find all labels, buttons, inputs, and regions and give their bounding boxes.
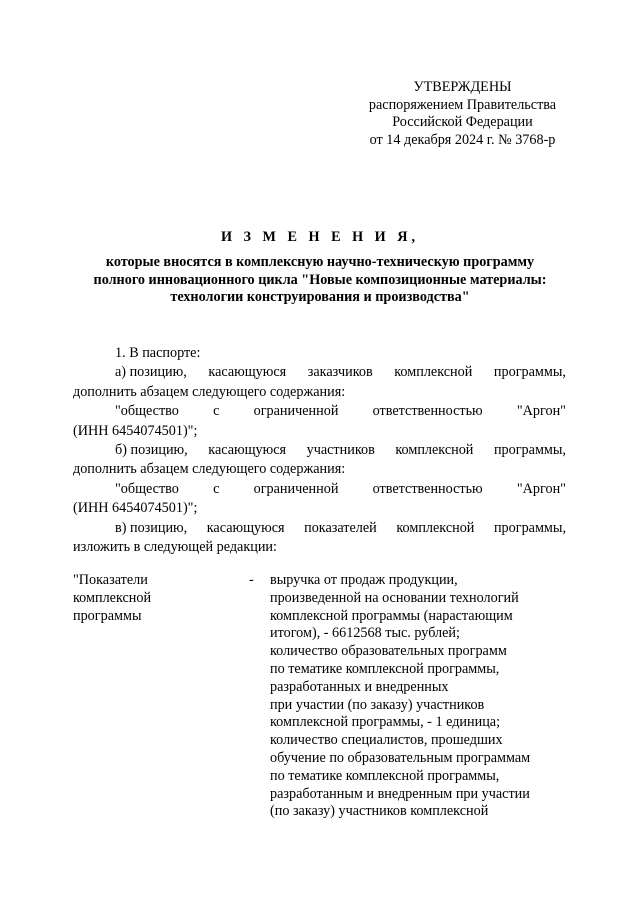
indicator-line: по тематике комплексной программы, — [270, 660, 500, 677]
word: касающуюся — [206, 519, 285, 536]
approval-line: Российской Федерации — [392, 114, 533, 131]
paragraph-line: изложить в следующей редакции: — [73, 538, 277, 555]
word: заказчиков — [307, 364, 373, 381]
word: ограниченной — [253, 480, 339, 497]
paragraph-line — [73, 441, 566, 460]
document-subtitle — [60, 254, 580, 307]
indicator-line: обучение по образовательным программам — [270, 749, 531, 766]
label-line: "Показатели — [73, 572, 148, 588]
paragraph-line: дополнить абзацем следующего содержания: — [73, 461, 346, 478]
word: ограниченной — [253, 403, 339, 420]
quote-line — [73, 480, 566, 499]
indicator-line: комплексной программы, - 1 единица; — [270, 714, 501, 731]
word: программы, — [493, 364, 566, 381]
indicator-line: комплексной программы (нарастающим — [270, 607, 513, 624]
paragraph-line — [73, 519, 566, 538]
word: с — [213, 480, 220, 497]
word: б) позицию, — [115, 441, 188, 458]
document-body — [73, 344, 566, 557]
indicator-line: разработанным и внедренным при участии — [270, 785, 530, 802]
document-title: И З М Е Н Е Н И Я, — [220, 229, 420, 245]
approval-line: от 14 декабря 2024 г. № 3768-р — [369, 131, 556, 148]
word: "Аргон" — [516, 403, 566, 420]
subtitle-line: технологии конструирования и производства" — [170, 289, 470, 306]
indicators-text — [270, 572, 570, 821]
word: касающуюся — [208, 441, 287, 458]
label-line: комплексной — [73, 589, 152, 606]
indicator-line: разработанных и внедренных — [270, 678, 449, 695]
word: участников — [306, 441, 375, 458]
word: "общество — [115, 480, 179, 497]
section-heading: 1. В паспорте: — [115, 345, 201, 361]
indicator-line: итогом), - 6612568 тыс. рублей; — [270, 625, 460, 642]
approval-line: распоряжением Правительства — [368, 96, 557, 113]
quote-line: (ИНН 6454074501)"; — [73, 422, 198, 439]
word: комплексной — [396, 519, 475, 536]
word: ответственностью — [372, 480, 483, 497]
word: комплексной — [394, 364, 473, 381]
document-heading — [60, 228, 580, 307]
quote-line — [73, 402, 566, 421]
indicator-line: выручка от продаж продукции, — [270, 572, 458, 588]
indicator-line: количество специалистов, прошедших — [270, 732, 503, 749]
indicator-line: произведенной на основании технологий — [270, 589, 519, 606]
indicator-line: по тематике комплексной программы, — [270, 767, 500, 784]
quote-line: (ИНН 6454074501)"; — [73, 500, 198, 517]
label-line: программы — [73, 607, 142, 624]
approval-block — [340, 79, 585, 149]
word: касающуюся — [208, 364, 287, 381]
word: комплексной — [395, 441, 474, 458]
subtitle-line: полного инновационного цикла "Новые композиционные материалы: — [93, 271, 547, 288]
indicators-label — [73, 572, 223, 625]
word: ответственностью — [372, 403, 483, 420]
subtitle-line: которые вносятся в комплексную научно-техническую программу — [105, 254, 535, 270]
indicators-dash: - — [249, 572, 254, 588]
paragraph-line — [73, 363, 566, 382]
indicator-line: при участии (по заказу) участников — [270, 696, 485, 713]
word: в) позицию, — [115, 519, 188, 536]
indicator-line: количество образовательных программ — [270, 643, 507, 660]
approval-title: УТВЕРЖДЕНЫ — [413, 79, 512, 95]
indicator-line: (по заказу) участников комплексной — [270, 803, 489, 820]
word: программы, — [493, 519, 566, 536]
word: с — [213, 403, 220, 420]
word: "общество — [115, 403, 179, 420]
word: программы, — [493, 441, 566, 458]
word: показателей — [304, 519, 377, 536]
word: а) позицию, — [115, 364, 187, 381]
word: "Аргон" — [516, 480, 566, 497]
paragraph-line: дополнить абзацем следующего содержания: — [73, 383, 346, 400]
